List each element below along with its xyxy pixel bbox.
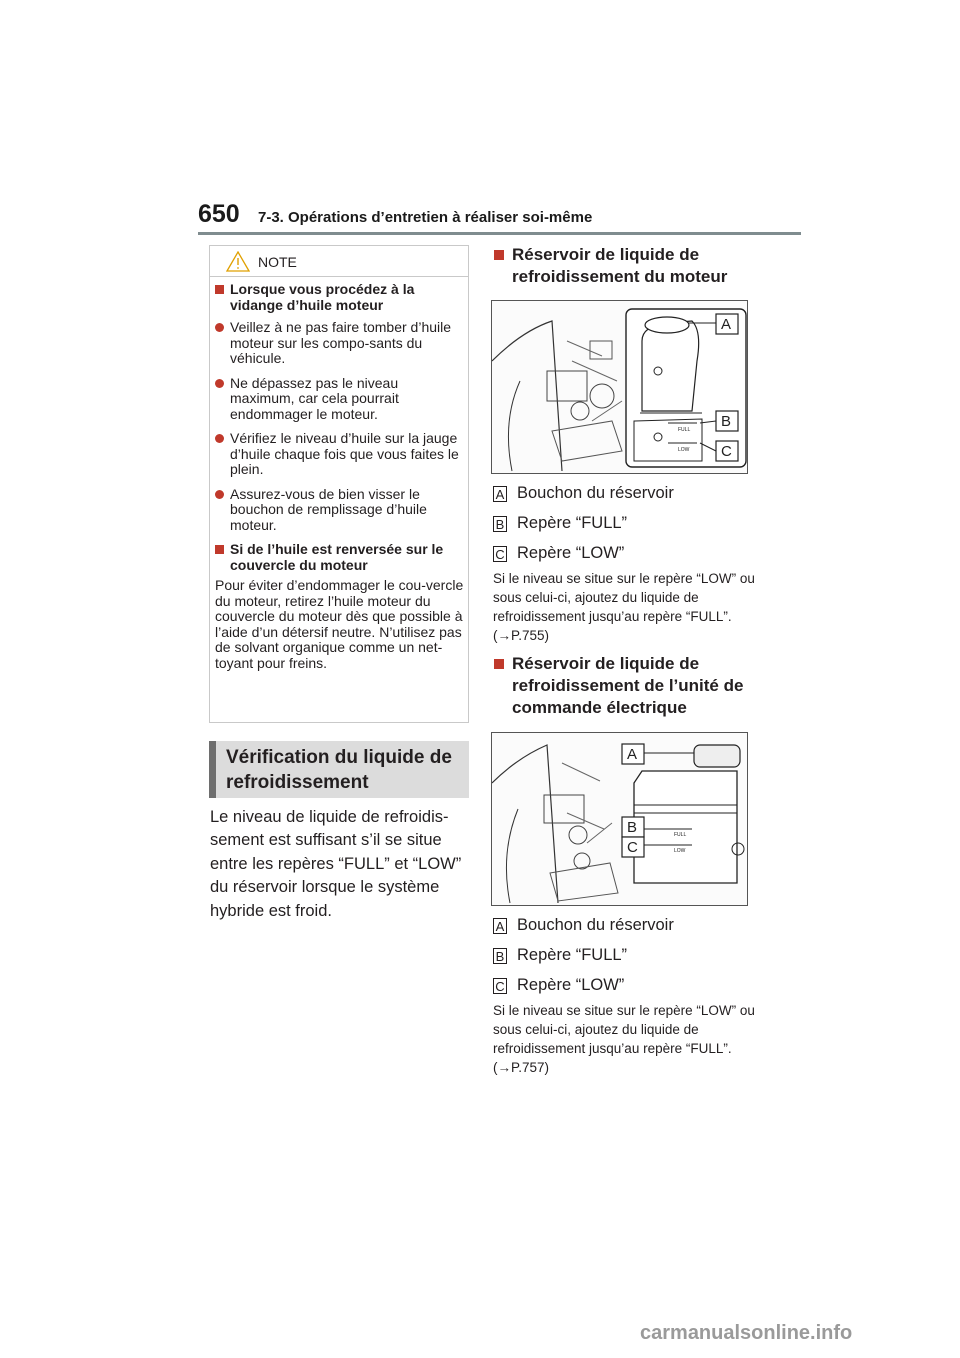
warning-triangle-icon (226, 251, 250, 272)
note-header (210, 246, 468, 277)
list-item: Vérifiez le niveau d’huile sur la jauge d’huile chaque fois que vous faites le plein. (215, 431, 465, 478)
square-bullet-icon (215, 545, 224, 554)
full-mark-label: FULL (678, 427, 691, 433)
round-bullet-icon (215, 323, 224, 332)
note-box (209, 245, 469, 723)
round-bullet-icon (215, 379, 224, 388)
note-heading-oil-change: Lorsque vous procédez à la vidange d’huile moteur (215, 282, 465, 313)
page-number: 650 (198, 200, 240, 228)
figure-callout-c: C (627, 839, 638, 856)
pcu-reservoir-figure (491, 732, 748, 906)
legend-text: Bouchon du réservoir (517, 916, 674, 934)
engine-reservoir-note: Si le niveau se situe sur le repère “LOW” ou sous celui-ci, ajoutez du liquide de refroidissement jusqu’au repère “FULL”. (→P.755) (493, 571, 755, 643)
low-mark-label: LOW (674, 848, 686, 854)
legend-text: Repère “FULL” (517, 946, 628, 964)
pcu-compartment-illustration (492, 733, 748, 906)
watermark: carmanualsonline.info (640, 1322, 853, 1344)
legend-item-a (493, 916, 674, 935)
legend-letter: B (493, 516, 507, 532)
figure-callout-a: A (721, 316, 732, 333)
note-label: NOTE (258, 254, 297, 270)
legend-text: Repère “LOW” (517, 544, 625, 562)
section-banner-title: Vérification du liquide de refroidissement (226, 747, 452, 793)
list-item: Assurez-vous de bien visser le bouchon de remplissage d’huile moteur. (215, 487, 465, 534)
low-mark-label: LOW (678, 447, 690, 453)
legend-letter: A (493, 486, 507, 502)
figure-callout-a: A (627, 746, 638, 763)
list-item: Ne dépassez pas le niveau maximum, car cela pourrait endommager le moteur. (215, 376, 465, 423)
engine-compartment-illustration (492, 301, 748, 474)
section-banner (209, 741, 469, 798)
legend-letter: B (493, 948, 507, 964)
round-bullet-icon (215, 490, 224, 499)
coolant-intro-paragraph: Le niveau de liquide de refroidis-sement est suffisant s’il se situe entre les repères “FULL” et “LOW” du réservoir lorsque le système hybride est froid. (210, 808, 462, 920)
legend-item-c (493, 544, 624, 563)
square-bullet-icon (494, 659, 504, 669)
engine-reservoir-figure (491, 300, 748, 474)
figure-callout-b: B (627, 819, 638, 836)
legend-item-b (493, 946, 627, 965)
round-bullet-icon (215, 434, 224, 443)
note-heading-oil-spill: Si de l’huile est renversée sur le couvercle du moteur (215, 542, 465, 573)
pcu-reservoir-heading: Réservoir de liquide de refroidissement de l’unité de commande électrique (494, 653, 764, 719)
legend-item-c (493, 976, 624, 995)
note-body (215, 282, 465, 671)
full-mark-label: FULL (674, 832, 687, 838)
legend-text: Repère “FULL” (517, 514, 628, 532)
figure-callout-c: C (721, 443, 732, 460)
engine-reservoir-heading: Réservoir de liquide de refroidissement du moteur (494, 244, 764, 288)
legend-letter: C (493, 978, 507, 994)
figure-callout-b: B (721, 413, 732, 430)
legend-item-a (493, 484, 674, 503)
section-title: 7-3. Opérations d’entretien à réaliser soi-même (258, 209, 593, 226)
list-item: Veillez à ne pas faire tomber d’huile moteur sur les compo-sants du véhicule. (215, 320, 465, 367)
pcu-reservoir-note: Si le niveau se situe sur le repère “LOW” ou sous celui-ci, ajoutez du liquide de refroidissement jusqu’au repère “FULL”. (→P.757) (493, 1003, 755, 1075)
legend-text: Bouchon du réservoir (517, 484, 674, 502)
header-divider (198, 232, 801, 235)
legend-text: Repère “LOW” (517, 976, 625, 994)
legend-letter: C (493, 546, 507, 562)
legend-item-b (493, 514, 627, 533)
note-paragraph: Pour éviter d’endommager le cou-vercle du moteur, retirez l’huile moteur du couvercle du moteur dès que possible à l’aide d’un détersif neutre. N’utilisez pas de solvant organique comme un net-toyant pour freins. (215, 577, 464, 671)
square-bullet-icon (494, 250, 504, 260)
legend-letter: A (493, 918, 507, 934)
square-bullet-icon (215, 285, 224, 294)
